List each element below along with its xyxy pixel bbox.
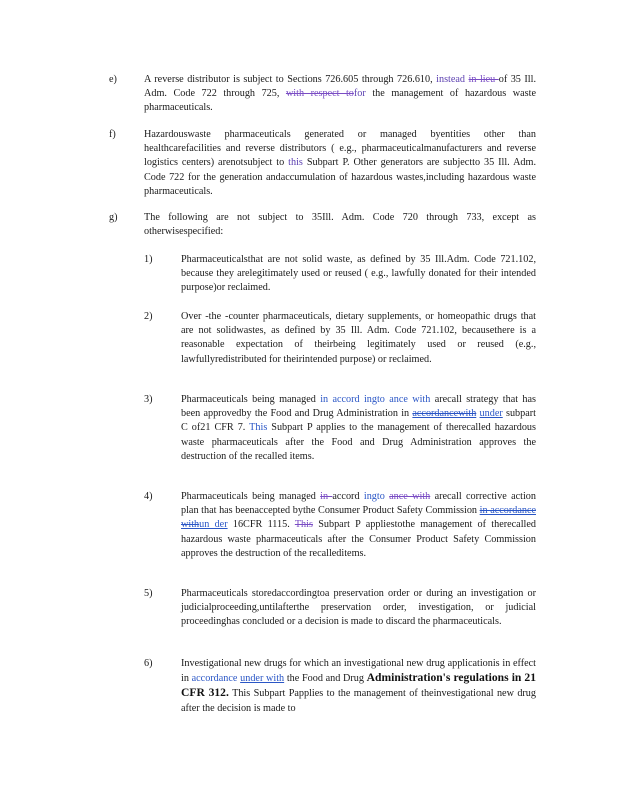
deleted-text: in accordance with (181, 505, 536, 531)
inserted-text: accordance (191, 673, 238, 685)
text-run: 16CFR 1115. (227, 519, 295, 531)
text-run: A reverse distributor is subject to Sections 726.605 through 726.610, (144, 74, 433, 85)
text-run: Subpart P. Other generators are subjectto 35 Ill. Adm. Code 722 for the generation andaccumulation of hazardous wastes,including hazardous waste pharmaceuticals. (144, 157, 537, 197)
list-marker: 5) (144, 588, 153, 599)
text-run: subpart C of21 CFR 7. (181, 408, 536, 434)
inserted-text: under (479, 408, 503, 420)
paragraph-text (181, 393, 536, 464)
list-marker: e) (109, 74, 117, 85)
paragraph-text (144, 128, 536, 199)
text-run: the Food and Drug (284, 673, 367, 685)
inserted-text: ingto (363, 491, 385, 502)
paragraph-text (181, 490, 536, 561)
text-run: Hazardouswaste pharmaceuticals generated or managed byentities other than healthcarefacilities and reverse distributors ( e.g., pharmaceuticalmanufacturers and reverse logistics centers) arenotsubject to (144, 129, 536, 169)
paragraph-text: The following are not subject to 35Ill. Adm. Code 720 through 733, except as otherwisespecified: (144, 212, 536, 238)
text-run: Investigational new drugs for which an investigational new drug applicationis in effect in (181, 658, 536, 685)
deleted-text: in (320, 491, 333, 502)
deleted-text: ance with (389, 491, 431, 502)
paragraph-text: Over -the -counter pharmaceuticals, dietary supplements, or homeopathic drugs that are not solidwastes, as defined by 35 Ill. Adm. Code 721.102, becausethere is a reasonable expectation of theirbeing legitimately used or reused (e.g., lawfullyredistributed for theirintended purpose) or reclaimed. (181, 311, 536, 365)
deleted-text: accordancewith (412, 408, 477, 420)
emphasized-text: Administration's regulations in 21 CFR 312. (181, 671, 536, 700)
inserted-text: in accord ingto ance with (320, 394, 431, 405)
inserted-text: un der (199, 519, 228, 531)
list-marker: 1) (144, 254, 153, 265)
list-marker: f) (109, 129, 116, 140)
text-run: accord (332, 491, 364, 502)
list-marker: 2) (144, 311, 153, 322)
inserted-text: This (249, 422, 268, 434)
paragraph-text: Pharmaceuticalsthat are not solid waste, as defined by 35 Ill.Adm. Code 721.102, because they arelegitimately used or reused ( e.g., lawfully donated for their intended purpose)or reclaimed. (181, 254, 536, 294)
inserted-text: instead (432, 74, 469, 85)
text-run: of 35 Ill. Adm. Code 722 through 725, (144, 74, 537, 100)
text-run: Subpart P applies to the management of therecalled hazardous waste pharmaceuticals after the Food and Drug Administration approves the destruction of the recalled items. (181, 422, 536, 462)
list-marker: g) (109, 212, 118, 223)
text-run: arecall corrective action plan that has beenaccepted bythe Consumer Product Safety Commission (181, 491, 536, 517)
paragraph-text (144, 73, 536, 116)
inserted-text: for (353, 88, 366, 100)
list-marker: 4) (144, 491, 153, 502)
paragraph-text (181, 657, 536, 716)
inserted-text: this (288, 157, 303, 169)
text-run: Subpart P appliestothe management of therecalled hazardous waste pharmaceuticals after the Consumer Product Safety Commission approves the destruction of the recalleditems. (181, 519, 536, 559)
text-run: the management of hazardous waste pharmaceuticals. (144, 88, 536, 114)
deleted-text: This (294, 519, 313, 531)
deleted-text: with respect to (285, 88, 354, 100)
list-marker: 3) (144, 394, 153, 405)
text-run: Pharmaceuticals being managed (181, 491, 321, 502)
inserted-text: under with (240, 673, 285, 685)
text-run: This Subpart Papplies to the management of theinvestigational new drug after the decision is made to (181, 688, 536, 714)
text-run: Pharmaceuticals being managed (181, 394, 321, 405)
list-marker: 6) (144, 658, 153, 669)
paragraph-text: Pharmaceuticals storedaccordingtoa preservation order or during an investigation or judicialproceeding,untilafterthe preservation order, investigation, or judicial proceedinghas concluded or a decision is made to discard the pharmaceuticals. (181, 588, 536, 628)
deleted-text: in lieu (468, 74, 499, 85)
text-run: arecall strategy that has been approvedby the Food and Drug Administration in (181, 394, 536, 420)
